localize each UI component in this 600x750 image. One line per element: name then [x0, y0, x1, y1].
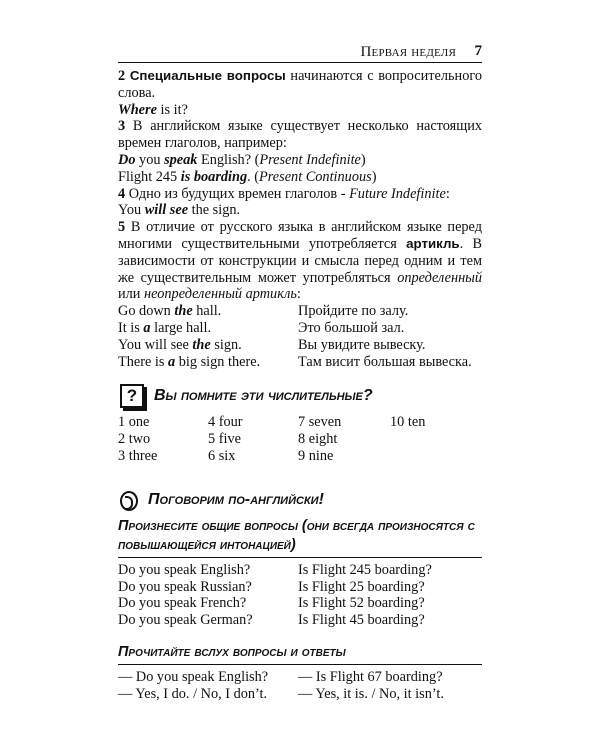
example-text: you	[135, 151, 165, 168]
term-italic: определенный	[397, 269, 482, 286]
question: Do you speak French?	[118, 595, 247, 612]
dialogue-list	[118, 669, 482, 703]
article-emph: a	[143, 319, 151, 336]
numeral: 6 six	[208, 447, 236, 464]
example-emph: is boarding	[180, 168, 248, 185]
question: Is Flight 45 boarding?	[298, 612, 425, 629]
article-emph: the	[192, 336, 211, 353]
numeral: 9 nine	[298, 447, 334, 464]
exercise-instruction: Прочитайте вслух вопросы и ответы	[118, 643, 482, 665]
example-text: is it?	[156, 101, 188, 118]
example-text: English? (	[197, 151, 260, 168]
tense-name: Present Continuous	[259, 168, 372, 185]
note-number: 3	[118, 118, 126, 135]
note-text: :	[296, 286, 301, 303]
example-ru: Это большой зал.	[298, 319, 405, 336]
question: Do you speak Russian?	[118, 578, 252, 595]
article-examples	[118, 303, 482, 370]
running-title: Первая неделя	[360, 44, 456, 60]
example-en: Go down the hall.	[118, 303, 222, 320]
example-ru: Пройдите по залу.	[298, 303, 409, 320]
question: Is Flight 25 boarding?	[298, 578, 425, 595]
question-box-icon: ?	[120, 384, 144, 408]
note-number: 4	[118, 185, 126, 202]
section-title: Вы помните эти числительные?	[154, 386, 373, 404]
numeral: 4 four	[208, 414, 243, 431]
article-emph: the	[174, 303, 193, 320]
numeral: 5 five	[208, 431, 241, 448]
example-emph: will see	[144, 202, 189, 219]
numeral: 7 seven	[298, 414, 342, 431]
example-en: It is a large hall.	[118, 319, 212, 336]
example-text: )	[360, 151, 366, 168]
note-text: Одно из будущих времен глаголов -	[125, 185, 350, 202]
note-4-example	[118, 202, 482, 219]
example-text: the sign.	[188, 202, 241, 219]
section-title: Поговорим по-английски!	[148, 491, 324, 509]
numeral: 2 two	[118, 431, 151, 448]
term-bold: Специальные вопросы	[129, 68, 286, 83]
term-bold: артикль	[406, 235, 460, 251]
page-content	[118, 68, 482, 703]
note-text: В английском языке существует несколько настоящих времен глаголов, например:	[118, 118, 482, 152]
numerals-section-heading	[118, 384, 482, 408]
example-emph: speak	[164, 151, 198, 168]
dialogue-line: — Do you speak English?	[118, 668, 269, 685]
example-text: . (	[247, 168, 260, 185]
note-5	[118, 219, 482, 303]
example-ru: Вы увидите вывеску.	[298, 336, 426, 353]
question: Do you speak English?	[118, 561, 251, 578]
note-4	[118, 186, 482, 203]
term-italic: неопределенный артикль	[144, 286, 297, 303]
questions-list	[118, 562, 482, 629]
example-en: There is a big sign there.	[118, 353, 261, 370]
page-header	[118, 38, 482, 63]
numeral	[390, 448, 482, 465]
tense-name: Present Indefinite	[259, 151, 361, 168]
note-2	[118, 68, 482, 102]
note-text: начинаются с вопросительного слова.	[118, 68, 483, 101]
example-en: You will see the sign.	[118, 336, 242, 353]
example-ru: Там висит большая вывеска.	[298, 353, 472, 370]
tense-name: Future Indefinite	[349, 185, 446, 202]
dialogue-line: — Yes, it is. / No, it isn’t.	[298, 685, 444, 702]
note-text: . В зависимости от конструкции и смысла перед одним и тем же существительным может употребляться	[118, 235, 482, 286]
question: Is Flight 245 boarding?	[298, 561, 432, 578]
numeral: 1 one	[118, 414, 150, 431]
example-emph: Where	[118, 101, 157, 118]
example-text: )	[371, 168, 377, 185]
dialogue-line: — Yes, I do. / No, I don’t.	[118, 685, 268, 702]
article-emph: a	[168, 353, 176, 370]
example-text: Flight 245	[118, 168, 181, 185]
note-number: 2	[118, 68, 126, 84]
phone-icon	[120, 491, 138, 511]
note-text: В отличие от русского языка в английском языке перед многими существительными употребляется	[118, 219, 482, 252]
note-2-example	[118, 102, 482, 119]
speak-section-heading	[118, 491, 482, 511]
question: Do you speak German?	[118, 612, 253, 629]
note-number: 5	[118, 219, 126, 236]
note-text: или	[118, 286, 145, 303]
example-text: You	[118, 202, 145, 219]
note-3-example-2	[118, 169, 482, 186]
question: Is Flight 52 boarding?	[298, 595, 425, 612]
page-number: 7	[474, 43, 482, 59]
example-emph: Do	[118, 151, 136, 168]
note-text: :	[445, 185, 450, 202]
numerals-grid	[118, 414, 482, 464]
numeral: 10 ten	[390, 414, 426, 431]
note-3-example-1	[118, 152, 482, 169]
exercise-instruction: Произнесите общие вопросы (они всегда произносятся с повышающейся интонацией)	[118, 517, 482, 558]
dialogue-line: — Is Flight 67 boarding?	[298, 668, 443, 685]
numeral: 8 eight	[298, 431, 338, 448]
numeral: 3 three	[118, 447, 158, 464]
numeral	[390, 431, 482, 448]
note-3	[118, 118, 482, 152]
